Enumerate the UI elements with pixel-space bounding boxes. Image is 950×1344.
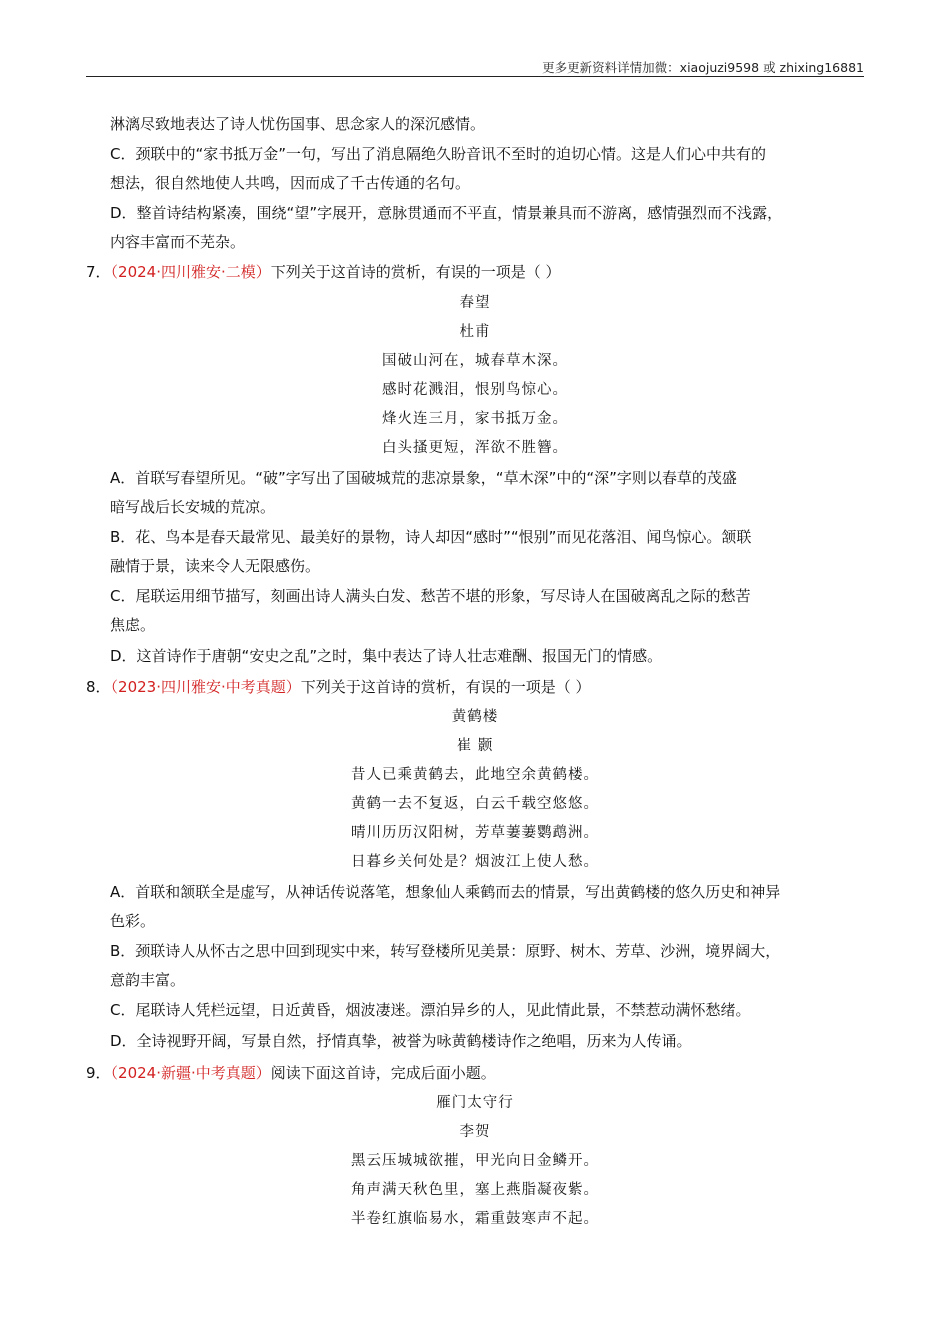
q9-poem-line: 角声满天秋色里，塞上燕脂凝夜紫。 — [351, 1182, 599, 1198]
q8-poem-line: 黄鹤一去不复返，白云千载空悠悠。 — [351, 796, 599, 812]
q9-number: 9． — [86, 1064, 111, 1082]
q8-poem-line: 昔人已乘黄鹤去，此地空余黄鹤楼。 — [351, 767, 599, 783]
q8-option-a-continuation: 色彩。 — [110, 912, 156, 930]
q9-source: （2024·新疆·中考真题） — [110, 1064, 271, 1082]
q8-option-b: B．颈联诗人从怀古之思中回到现实中来，转写登楼所见美景：原野、树木、芳草、沙洲，境界阔大， — [110, 942, 781, 960]
q7-poem-author: 杜甫 — [459, 324, 491, 340]
q9-poem-line: 半卷红旗临易水，霜重鼓寒声不起。 — [351, 1211, 599, 1227]
q7-option-a-continuation: 暗写战后长安城的荒凉。 — [110, 498, 276, 516]
q7-option-c-continuation: 焦虑。 — [110, 616, 156, 634]
q8-question: 下列关于这首诗的赏析，有误的一项是（ ） — [300, 678, 591, 696]
q8-option-d: D．全诗视野开阔，写景自然，抒情真挚，被誉为咏黄鹤楼诗作之绝唱，历来为人传诵。 — [110, 1032, 692, 1050]
q9-stem — [86, 1063, 496, 1083]
q6-option-c: C．颈联中的“家书抵万金”一句，写出了消息隔绝久盼音讯不至时的迫切心情。这是人们心中共有的 — [110, 145, 767, 163]
q7-option-a: A．首联写春望所见。“破”字写出了国破城荒的悲凉景象，“草木深”中的“深”字则以春草的茂盛 — [110, 469, 737, 487]
q7-poem-line: 烽火连三月，家书抵万金。 — [382, 411, 568, 427]
q9-poem-author: 李贺 — [459, 1124, 491, 1140]
q7-option-c: C．尾联运用细节描写，刻画出诗人满头白发、愁苦不堪的形象，写尽诗人在国破离乱之际的愁苦 — [110, 587, 751, 605]
q9-poem-line: 黑云压城城欲摧，甲光向日金鳞开。 — [351, 1153, 599, 1169]
q8-poem-line: 日暮乡关何处是？烟波江上使人愁。 — [351, 854, 599, 870]
q8-poem-author: 崔 颢 — [456, 738, 494, 754]
q6-option-c-continuation: 想法，很自然地使人共鸣，因而成了千古传通的名句。 — [110, 174, 471, 192]
q7-option-b: B．花、鸟本是春天最常见、最美好的景物，诗人却因“感时”“恨别”而见花落泪、闻鸟惊心。颔联 — [110, 528, 752, 546]
q8-option-b-continuation: 意韵丰富。 — [110, 971, 186, 989]
q8-number: 8． — [86, 678, 111, 696]
q8-option-c: C．尾联诗人凭栏远望，日近黄昏，烟波凄迷。漂泊异乡的人，见此情此景，不禁惹动满怀愁绪。 — [110, 1001, 751, 1019]
q7-source: （2024·四川雅安·二模） — [110, 263, 271, 281]
q8-poem-line: 晴川历历汉阳树，芳草萋萋鹦鹉洲。 — [351, 825, 599, 841]
q9-poem-title: 雁门太守行 — [436, 1095, 514, 1111]
q7-question: 下列关于这首诗的赏析，有误的一项是（ ） — [270, 263, 561, 281]
q7-poem-line: 白头搔更短，浑欲不胜簪。 — [382, 440, 568, 456]
q6-option-d: D．整首诗结构紧凑，围绕“望”字展开，意脉贯通而不平直，情景兼具而不游离，感情强烈而不浅露， — [110, 204, 783, 222]
q6-option-b-continuation: 淋漓尽致地表达了诗人忧伤国事、思念家人的深沉感情。 — [110, 115, 486, 133]
q7-poem-line: 感时花溅泪，恨别鸟惊心。 — [382, 382, 568, 398]
header-contact-text: 更多更新资料详情加微：xiaojuzi9598 或 zhixing16881 — [542, 60, 864, 75]
q7-poem-line: 国破山河在，城春草木深。 — [382, 353, 568, 369]
q8-stem — [86, 677, 591, 697]
q9-question: 阅读下面这首诗，完成后面小题。 — [270, 1064, 496, 1082]
q7-stem — [86, 262, 561, 282]
q7-number: 7． — [86, 263, 111, 281]
q7-option-d: D．这首诗作于唐朝“安史之乱”之时，集中表达了诗人壮志难酬、报国无门的情感。 — [110, 647, 663, 665]
q6-option-d-continuation: 内容丰富而不芜杂。 — [110, 233, 246, 251]
q8-source: （2023·四川雅安·中考真题） — [110, 678, 301, 696]
page-header — [86, 54, 864, 77]
q7-poem-title: 春望 — [459, 295, 491, 311]
q8-option-a: A．首联和颔联全是虚写，从神话传说落笔，想象仙人乘鹤而去的情景，写出黄鹤楼的悠久历史和神异 — [110, 883, 781, 901]
q8-poem-title: 黄鹤楼 — [451, 709, 499, 725]
q7-option-b-continuation: 融情于景，读来令人无限感伤。 — [110, 557, 321, 575]
